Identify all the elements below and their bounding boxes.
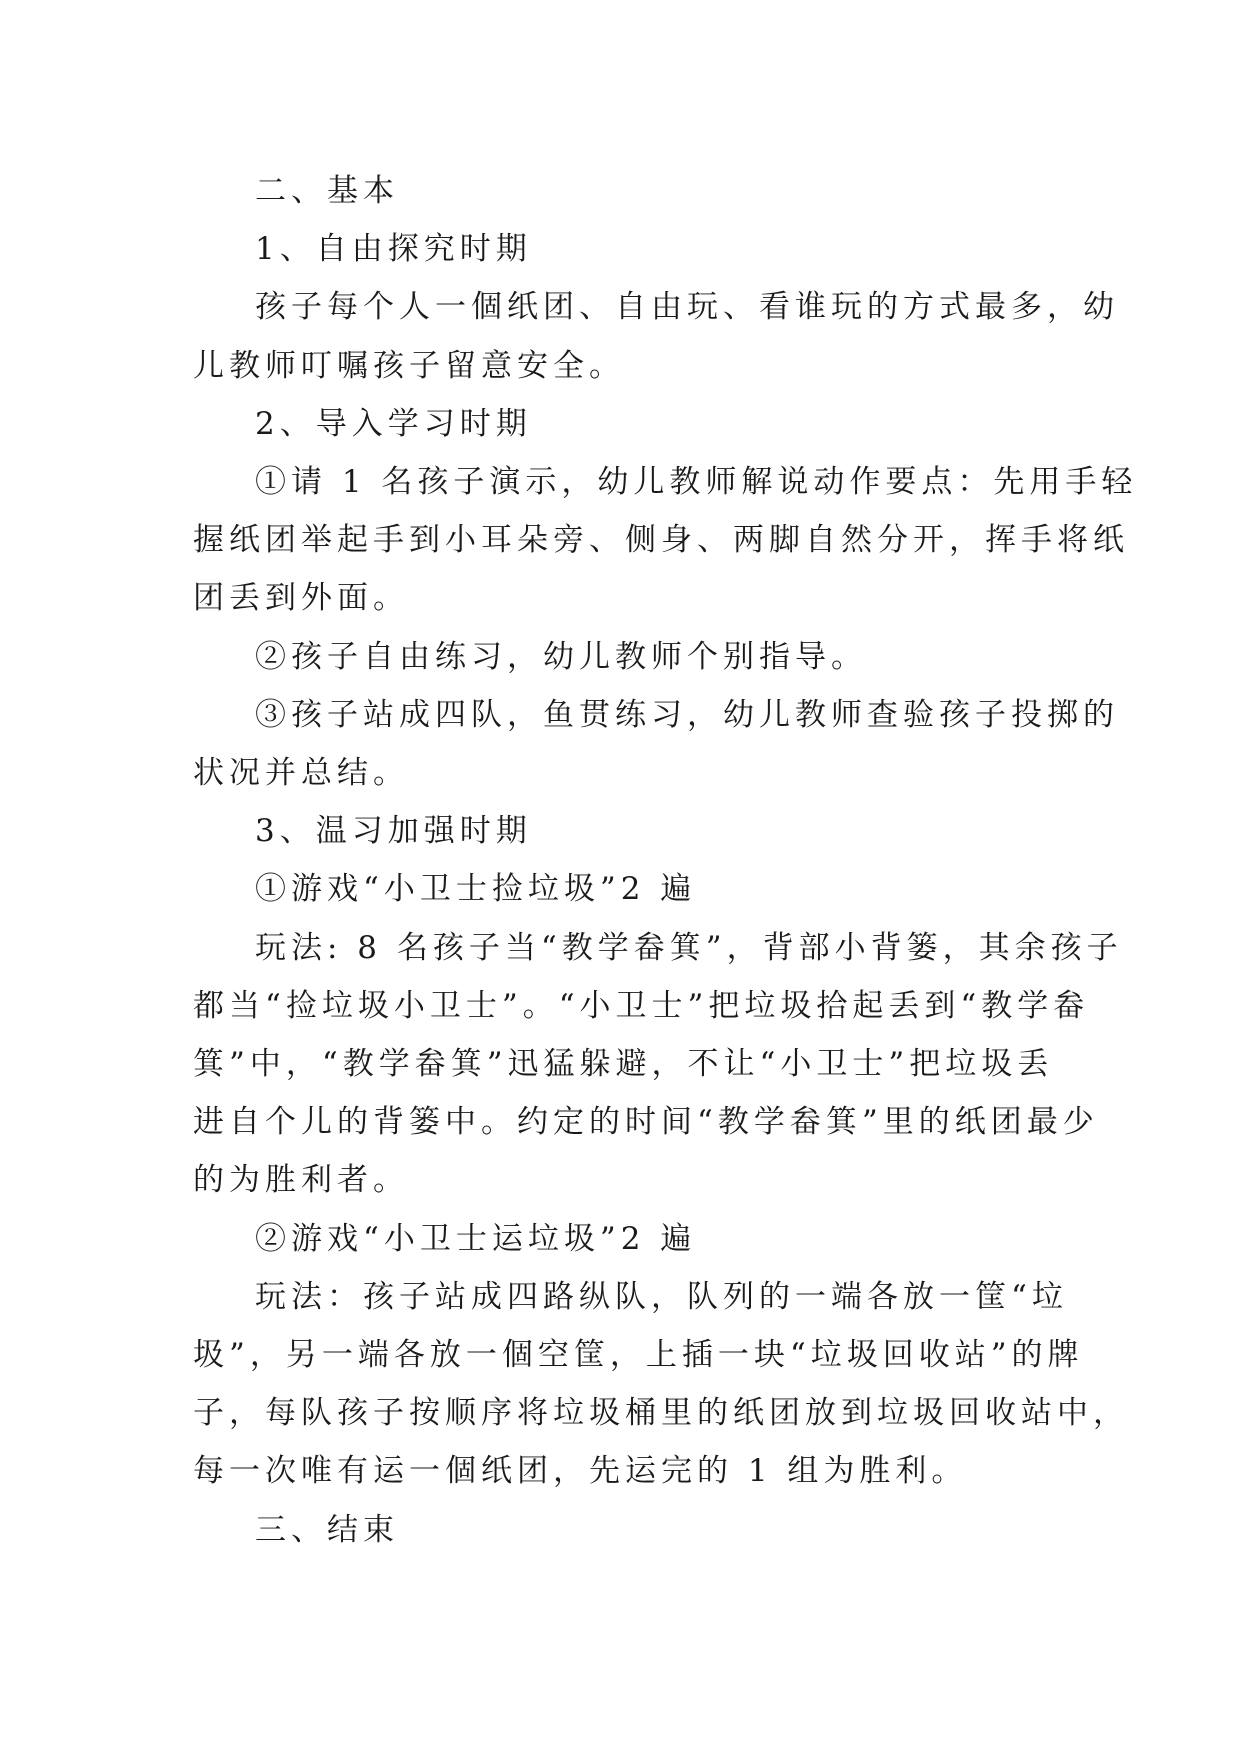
text-line: 握纸团举起手到小耳朵旁、侧身、两脚自然分开，挥手将纸 bbox=[193, 522, 1129, 559]
text-line: ①游戏“小卫士捡垃圾”2 遍 bbox=[255, 871, 697, 908]
text-line: 状况并总结。 bbox=[193, 755, 409, 792]
text-line: 团丢到外面。 bbox=[193, 580, 409, 617]
text-line: 玩法: 8 名孩子当“教学畚箕”，背部小背篓，其余孩子 bbox=[255, 929, 1123, 966]
text-line: 进自个儿的背篓中。约定的时间“教学畚箕”里的纸团最少 bbox=[193, 1104, 1099, 1141]
text-line: 儿教师叮嘱孩子留意安全。 bbox=[193, 347, 625, 384]
subheading-free-exploration: 1、自由探究时期 bbox=[255, 231, 532, 268]
text-line: ③孩子站成四队，鱼贯练习，幼儿教师查验孩子投掷的 bbox=[255, 696, 1119, 733]
text-line: 圾”，另一端各放一個空筐，上插一块“垃圾回收站”的牌 bbox=[193, 1337, 1084, 1374]
heading-end: 三、结束 bbox=[255, 1511, 399, 1548]
subheading-review-strengthen: 3、温习加强时期 bbox=[255, 813, 532, 850]
document-text bbox=[193, 162, 1138, 1559]
text-line: 玩法：孩子站成四路纵队，队列的一端各放一筐“垃 bbox=[255, 1278, 1068, 1315]
text-line: 子，每队孩子按顺序将垃圾桶里的纸团放到垃圾回收站中， bbox=[193, 1395, 1129, 1432]
text-line: 箕”中，“教学畚箕”迅猛躲避，不让“小卫士”把垃圾丢 bbox=[193, 1046, 1054, 1083]
document-body bbox=[193, 162, 1138, 1559]
text-line: ②孩子自由练习，幼儿教师个别指导。 bbox=[255, 638, 867, 675]
text-line: 每一次唯有运一個纸团，先运完的 1 组为胜利。 bbox=[193, 1453, 968, 1490]
text-line: 都当“捡垃圾小卫士”。“小卫士”把垃圾拾起丢到“教学畚 bbox=[193, 987, 1090, 1024]
text-line: 的为胜利者。 bbox=[193, 1162, 409, 1199]
text-line: ①请 1 名孩子演示，幼儿教师解说动作要点：先用手轻 bbox=[255, 464, 1138, 501]
subheading-intro-learning: 2、导入学习时期 bbox=[255, 405, 532, 442]
heading-basic: 二、基本 bbox=[255, 173, 399, 209]
text-line: ②游戏“小卫士运垃圾”2 遍 bbox=[255, 1220, 697, 1257]
text-line: 孩子每个人一個纸团、自由玩、看谁玩的方式最多，幼 bbox=[255, 289, 1119, 326]
